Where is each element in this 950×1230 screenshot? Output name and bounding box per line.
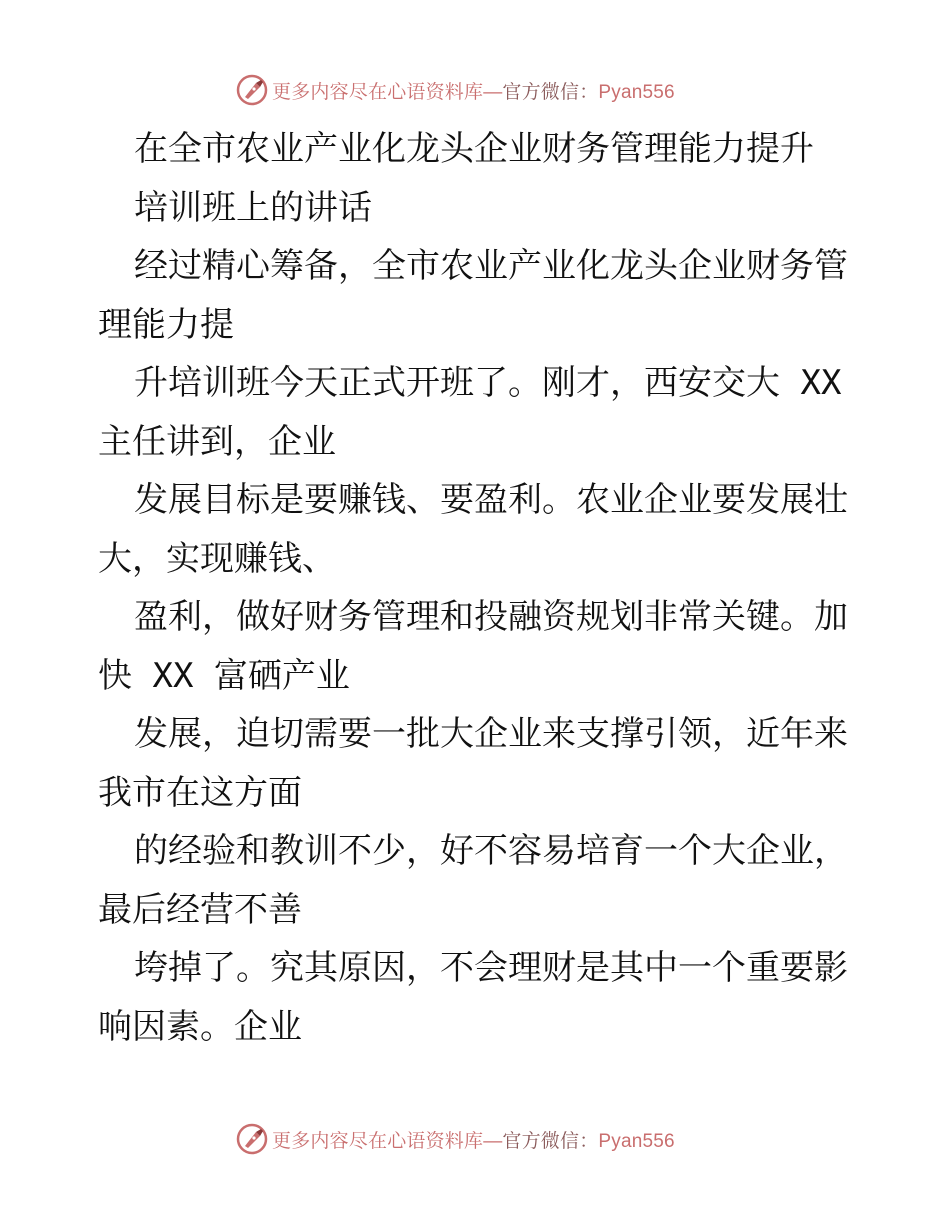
header-banner: [236, 73, 706, 107]
banner-dash: —: [483, 1130, 503, 1152]
document-line: 垮掉了。究其原因，不会理财是其中一个重要影: [134, 948, 848, 988]
document-line: 我市在这方面: [98, 772, 302, 813]
banner-text: [272, 77, 675, 104]
document-line: 大，实现赚钱、: [98, 538, 336, 579]
banner-dash: —: [483, 81, 503, 103]
document-line: 培训班上的讲话: [134, 187, 372, 228]
document-line: 盈利，做好财务管理和投融资规划非常关键。加: [134, 597, 848, 637]
document-line: 响因素。企业: [98, 1006, 302, 1047]
banner-main-text: 更多内容尽在心语资料库: [272, 81, 484, 103]
footer-banner: [236, 1122, 706, 1156]
banner-wechat-label: 官方微信：: [502, 81, 599, 103]
document-line: 最后经营不善: [98, 889, 302, 930]
banner-wechat-label: 官方微信：: [502, 1130, 599, 1152]
document-line: 的经验和教训不少，好不容易培育一个大企业，: [134, 831, 848, 871]
banner-main-text: 更多内容尽在心语资料库: [272, 1130, 484, 1152]
document-line: 经过精心筹备，全市农业产业化龙头企业财务管: [134, 246, 848, 286]
banner-wechat-id: Pyan556: [598, 1130, 675, 1152]
document-line: 升培训班今天正式开班了。刚才，西安交大 XX: [134, 363, 842, 403]
document-line: 快 XX 富硒产业: [98, 655, 350, 696]
document-line: 在全市农业产业化龙头企业财务管理能力提升: [134, 129, 814, 169]
pen-nib-logo-icon: [236, 74, 268, 106]
document-body: [98, 120, 858, 1056]
document-line: 主任讲到，企业: [98, 421, 336, 462]
document-line: 发展目标是要赚钱、要盈利。农业企业要发展壮: [134, 480, 848, 520]
banner-wechat-id: Pyan556: [598, 81, 675, 103]
document-line: 理能力提: [98, 304, 234, 345]
document-line: 发展，迫切需要一批大企业来支撑引领，近年来: [134, 714, 848, 754]
pen-nib-logo-icon: [236, 1123, 268, 1155]
banner-text: [272, 1126, 675, 1153]
